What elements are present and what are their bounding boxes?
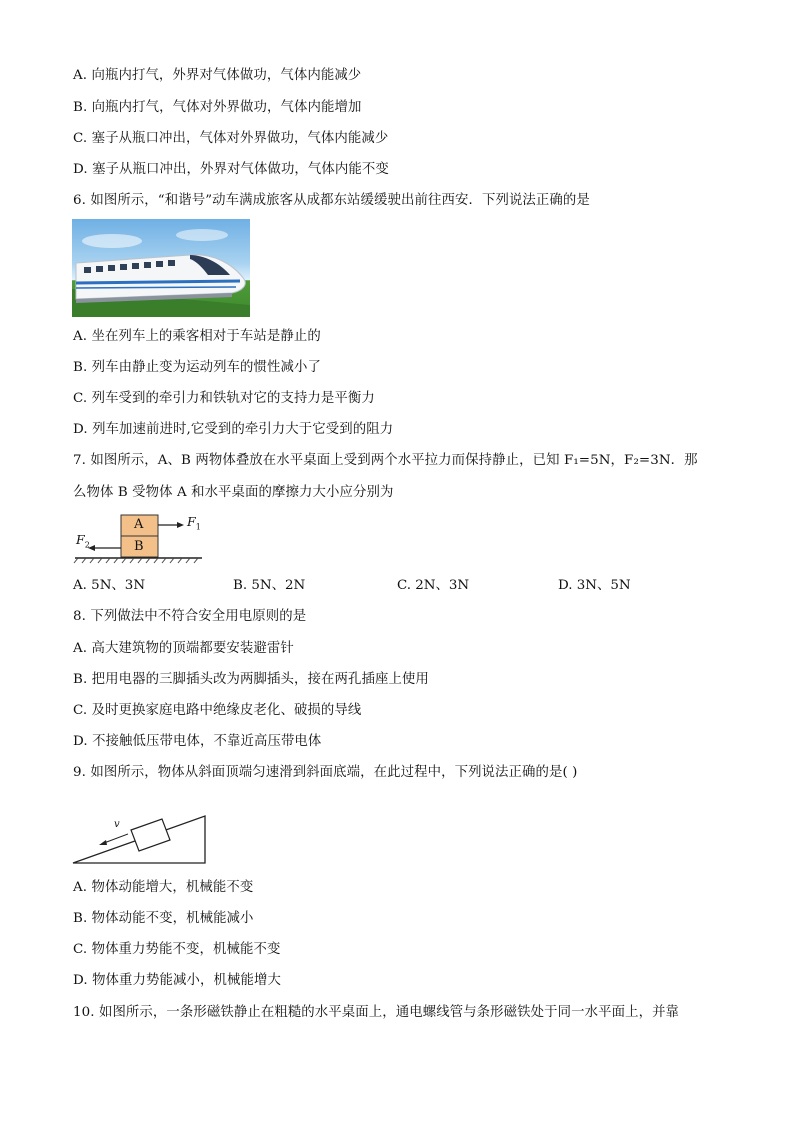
force-f1-label: $F_1$ xyxy=(187,514,201,532)
q8-option-a: A. 高大建筑物的顶端都要安装避雷针 xyxy=(73,641,294,656)
q6-option-a: A. 坐在列车上的乘客相对于车站是静止的 xyxy=(73,329,321,344)
q6-option-d: D. 列车加速前进时,它受到的牵引力大于它受到的阻力 xyxy=(73,422,394,437)
q7-option-b: B. 5N、2N xyxy=(233,578,306,593)
q8-option-c: C. 及时更换家庭电路中绝缘皮老化、破损的导线 xyxy=(73,703,362,718)
q7-stem-line-2: 么物体 B 受物体 A 和水平桌面的摩擦力大小应分别为 xyxy=(73,485,394,500)
q6-stem: 6. 如图所示，“和谐号”动车满成旅客从成都东站缓缓驶出前往西安．下列说法正确的是 xyxy=(73,193,590,208)
q9-stem: 9. 如图所示，物体从斜面顶端匀速滑到斜面底端，在此过程中，下列说法正确的是( ) xyxy=(73,765,578,780)
train-illustration xyxy=(72,219,250,317)
q9-option-c: C. 物体重力势能不变，机械能不变 xyxy=(73,942,281,957)
q9-option-d: D. 物体重力势能减小，机械能增大 xyxy=(73,973,281,988)
q9-incline-diagram xyxy=(70,794,210,866)
q5-option-b: B. 向瓶内打气，气体对外界做功，气体内能增加 xyxy=(73,100,362,115)
block-a-label: A xyxy=(134,517,144,532)
q6-option-b: B. 列车由静止变为运动列车的惯性减小了 xyxy=(73,360,321,375)
q7-option-d: D. 3N、5N xyxy=(558,578,631,593)
q10-stem: 10. 如图所示，一条形磁铁静止在粗糙的水平桌面上，通电螺线管与条形磁铁处于同一水平面上，并靠 xyxy=(73,1005,680,1020)
velocity-label: v xyxy=(114,819,120,830)
q8-stem: 8. 下列做法中不符合安全用电原则的是 xyxy=(73,609,307,624)
q6-option-c: C. 列车受到的牵引力和铁轨对它的支持力是平衡力 xyxy=(73,391,375,406)
q7-option-a: A. 5N、3N xyxy=(73,578,146,593)
q5-option-d: D. 塞子从瓶口冲出，外界对气体做功，气体内能不变 xyxy=(73,162,389,177)
train-photo xyxy=(72,219,250,317)
block-b-label: B xyxy=(134,539,144,554)
q5-option-c: C. 塞子从瓶口冲出，气体对外界做功，气体内能减少 xyxy=(73,131,389,146)
q5-option-a: A. 向瓶内打气，外界对气体做功，气体内能减少 xyxy=(73,68,362,83)
q8-option-b: B. 把用电器的三脚插头改为两脚插头，接在两孔插座上使用 xyxy=(73,672,429,687)
q7-stem-line-1: 7. 如图所示，A、B 两物体叠放在水平桌面上受到两个水平拉力而保持静止，已知 F₁=5N，F₂=3N．那 xyxy=(73,453,698,468)
q9-option-b: B. 物体动能不变，机械能减小 xyxy=(73,911,254,926)
incline-figure xyxy=(70,794,210,866)
q8-option-d: D. 不接触低压带电体，不靠近高压带电体 xyxy=(73,734,322,749)
q7-options xyxy=(73,577,713,595)
q7-block-diagram xyxy=(70,512,210,564)
q9-option-a: A. 物体动能增大，机械能不变 xyxy=(73,880,254,895)
q7-option-c: C. 2N、3N xyxy=(397,578,470,593)
force-f2-label: $F_2$ xyxy=(76,532,90,550)
